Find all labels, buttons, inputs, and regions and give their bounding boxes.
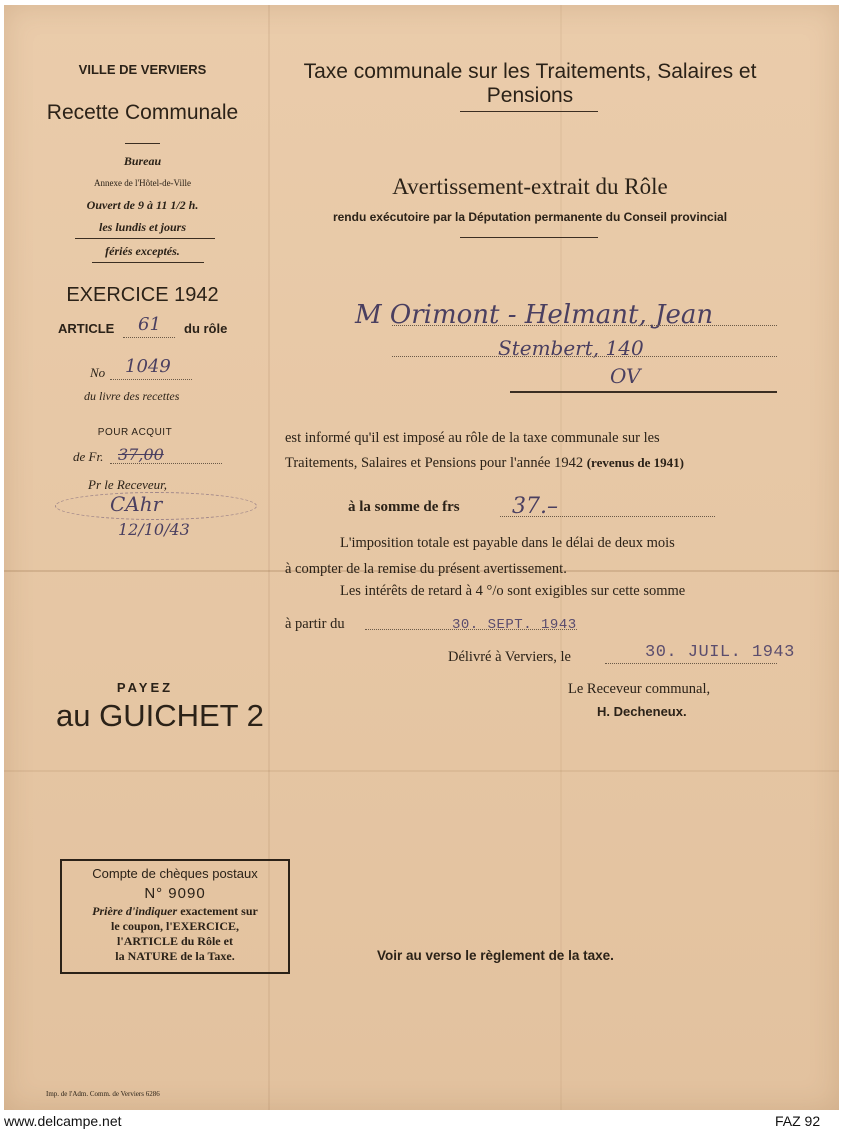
divider bbox=[460, 237, 598, 238]
notice-title: Avertissement-extrait du Rôle bbox=[392, 174, 668, 199]
amount-label: de Fr. bbox=[73, 449, 104, 464]
number-label: No bbox=[90, 365, 106, 380]
dotted-line bbox=[110, 379, 192, 380]
annex-label: Annexe de l'Hôtel-de-Ville bbox=[93, 178, 192, 188]
divider bbox=[92, 262, 204, 263]
closed-days-2: fériés exceptés. bbox=[105, 244, 180, 258]
receiver-label: Pr le Receveur, bbox=[88, 477, 168, 492]
city-name: VILLE DE VERVIERS bbox=[78, 62, 207, 77]
receipt-date: 12/10/43 bbox=[118, 520, 190, 539]
postal-instructions-1a: Prière d'indiquer bbox=[92, 904, 178, 918]
divider bbox=[75, 238, 215, 239]
ledger-label: du livre des recettes bbox=[84, 389, 180, 403]
notice-body-line2-main: Traitements, Salaires et Pensions pour l'année 1942 bbox=[285, 455, 584, 471]
taxpayer-locality: OV bbox=[610, 364, 641, 388]
dotted-line bbox=[500, 516, 715, 517]
issued-label: Délivré à Verviers, le bbox=[448, 649, 571, 665]
payment-terms-line2: à compter de la remise du présent avertissement. bbox=[285, 561, 567, 577]
reference-code: FAZ 92 bbox=[775, 1113, 821, 1129]
pay-label: PAYEZ bbox=[116, 680, 174, 695]
interest-line2: à partir du bbox=[285, 616, 345, 632]
postal-instructions-3: l'ARTICLE du Rôle et bbox=[117, 934, 233, 948]
exercise-year: EXERCICE 1942 bbox=[66, 284, 219, 306]
opening-hours: Ouvert de 9 à 11 1/2 h. bbox=[86, 198, 199, 212]
notice-body-line2-income: (revenus de 1941) bbox=[586, 455, 684, 470]
postal-account-title: Compte de chèques postaux bbox=[92, 866, 258, 881]
issue-date-stamp: 30. JUIL. 1943 bbox=[645, 643, 795, 662]
amount-due-value: 37.– bbox=[512, 494, 558, 519]
notice-body-line1: est informé qu'il est imposé au rôle de la taxe communale sur les bbox=[285, 430, 660, 446]
postal-account-number: N° 9090 bbox=[144, 885, 206, 902]
paid-amount: 37,00 bbox=[118, 445, 164, 464]
article-number: 61 bbox=[138, 314, 161, 335]
watermark-bar bbox=[0, 1112, 843, 1131]
taxpayer-name: M Orimont - Helmant, Jean bbox=[355, 300, 714, 330]
notice-subtitle: rendu exécutoire par la Députation permanente du Conseil provincial bbox=[332, 210, 728, 224]
dotted-line bbox=[392, 325, 777, 326]
collector-name: H. Decheneux. bbox=[597, 704, 687, 719]
receipt-number: 1049 bbox=[125, 356, 171, 377]
due-date-stamp: 30. SEPT. 1943 bbox=[452, 617, 577, 633]
postal-instructions-4: la NATURE de la Taxe. bbox=[115, 949, 235, 963]
payment-received-label: POUR ACQUIT bbox=[97, 427, 173, 438]
dotted-line bbox=[392, 356, 777, 357]
tax-title: Taxe communale sur les Traitements, Salaires et Pensions bbox=[303, 60, 757, 107]
office-name: Recette Communale bbox=[46, 101, 239, 124]
divider bbox=[510, 391, 777, 393]
payment-terms-line1: L'imposition totale est payable dans le délai de deux mois bbox=[340, 535, 675, 551]
collector-title: Le Receveur communal, bbox=[568, 681, 711, 697]
verso-note: Voir au verso le règlement de la taxe. bbox=[377, 948, 614, 963]
article-label: ARTICLE bbox=[58, 321, 115, 336]
postal-instructions-1b: exactement sur bbox=[177, 904, 258, 918]
fold-line bbox=[560, 5, 562, 1110]
amount-due-label: à la somme de frs bbox=[348, 499, 460, 515]
divider bbox=[125, 143, 160, 144]
article-suffix: du rôle bbox=[184, 321, 228, 336]
bureau-label: Bureau bbox=[123, 154, 162, 168]
printer-imprint: Imp. de l'Adm. Comm. de Verviers 6286 bbox=[46, 1090, 160, 1098]
site-name: www.delcampe.net bbox=[4, 1113, 122, 1129]
closed-days-1: les lundis et jours bbox=[98, 220, 187, 234]
dotted-line bbox=[110, 463, 222, 464]
dotted-line bbox=[605, 663, 777, 664]
postal-instructions-1 bbox=[62, 904, 288, 919]
fold-line bbox=[4, 770, 839, 772]
dotted-line bbox=[123, 337, 175, 338]
counter-number: au GUICHET 2 bbox=[56, 698, 264, 733]
postal-instructions-2: le coupon, l'EXERCICE, bbox=[110, 919, 240, 933]
notice-body-line2 bbox=[285, 455, 684, 472]
signature-flourish bbox=[55, 492, 257, 520]
divider bbox=[460, 111, 598, 112]
interest-line1: Les intérêts de retard à 4 °/o sont exigibles sur cette somme bbox=[340, 583, 686, 599]
taxpayer-street: Stembert, 140 bbox=[498, 336, 644, 360]
receiver-signature: CAhr bbox=[110, 492, 163, 516]
